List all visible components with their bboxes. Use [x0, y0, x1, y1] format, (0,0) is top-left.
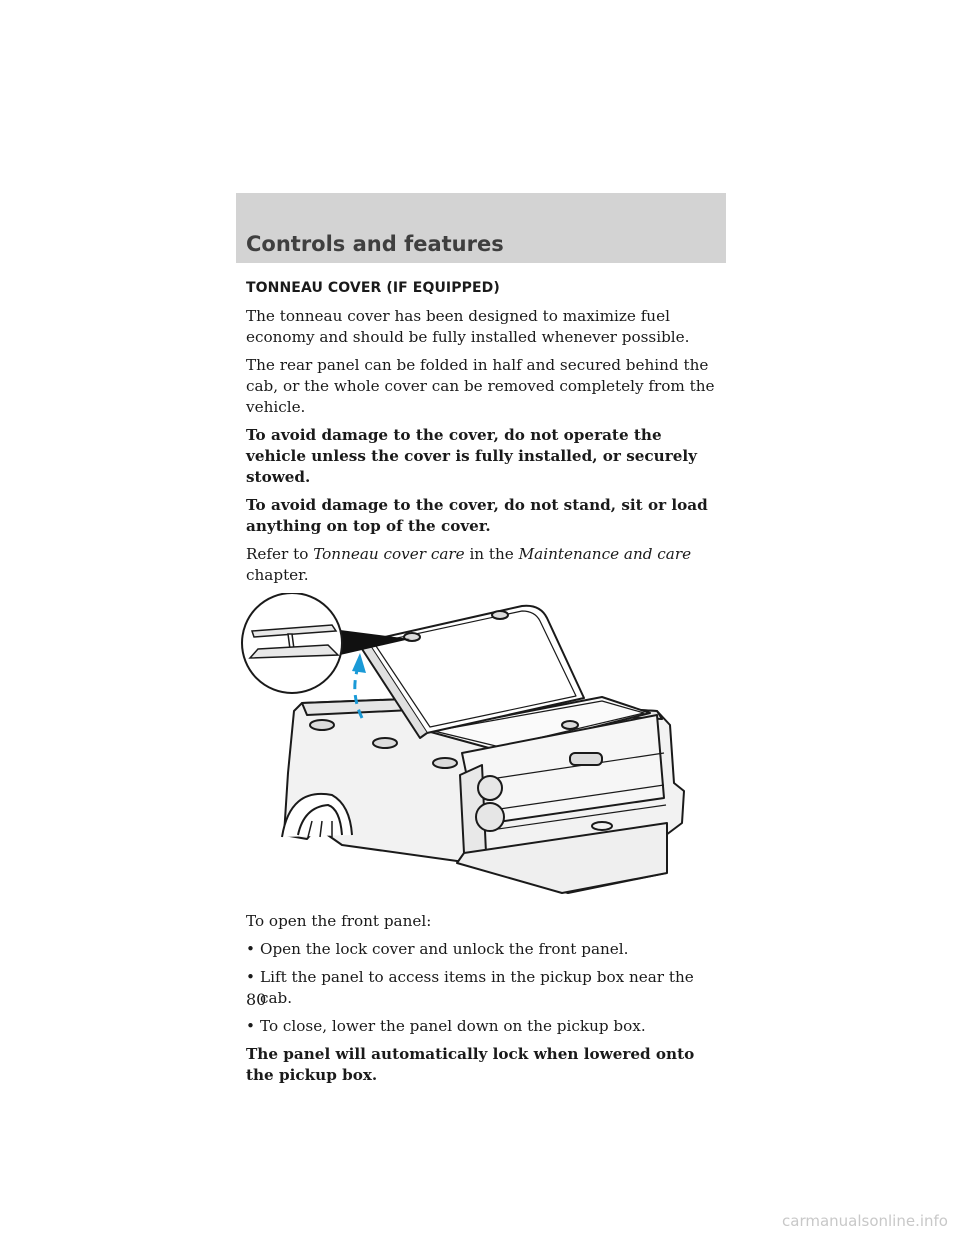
bullet-icon: •	[246, 940, 255, 958]
link-tonneau-cover-care[interactable]: Tonneau cover care	[313, 545, 465, 563]
refer-middle: in the	[464, 545, 519, 563]
watermark: carmanualsonline.info	[782, 1212, 948, 1230]
rail-cap-1	[310, 720, 334, 730]
instructions-list	[246, 939, 726, 1037]
intro-paragraph: The tonneau cover has been designed to maximize fuel economy and should be fully installed whenever possible.	[246, 307, 690, 346]
refer-prefix: Refer to	[246, 545, 314, 563]
reference-paragraph	[246, 544, 726, 586]
arrow-head	[352, 653, 366, 673]
bullet-icon: •	[246, 968, 255, 986]
warning-operate: To avoid damage to the cover, do not operate the vehicle unless the cover is fully installed, or securely stowed.	[246, 426, 697, 486]
refer-suffix: chapter.	[246, 566, 309, 584]
bullet-icon: •	[246, 1017, 255, 1035]
list-item	[246, 1016, 726, 1037]
warning-load: To avoid damage to the cover, do not stand, sit or load anything on top of the cover.	[246, 496, 708, 535]
section-heading: TONNEAU COVER (IF EQUIPPED)	[246, 280, 500, 296]
list-item-text: To close, lower the panel down on the pickup box.	[260, 1017, 646, 1035]
list-item	[246, 967, 726, 1009]
tonneau-cover-illustration	[238, 593, 688, 903]
auto-lock-note: The panel will automatically lock when lowered onto the pickup box.	[246, 1045, 695, 1084]
list-item-text: Open the lock cover and unlock the front panel.	[260, 940, 629, 958]
list-item	[246, 939, 726, 960]
instructions-intro: To open the front panel:	[246, 912, 432, 930]
list-item-text: Lift the panel to access items in the pickup box near the cab.	[260, 968, 694, 1007]
content	[246, 278, 726, 1093]
panel-paragraph: The rear panel can be folded in half and secured behind the cab, or the whole cover can be removed completely from the vehicle.	[246, 356, 715, 416]
page-title: Controls and features	[246, 232, 504, 256]
page-number: 80	[246, 990, 267, 1009]
tailgate-handle	[570, 753, 602, 765]
rail-cap-2	[373, 738, 397, 748]
rail-cap-3	[433, 758, 457, 768]
link-maintenance-and-care[interactable]: Maintenance and care	[518, 545, 692, 563]
